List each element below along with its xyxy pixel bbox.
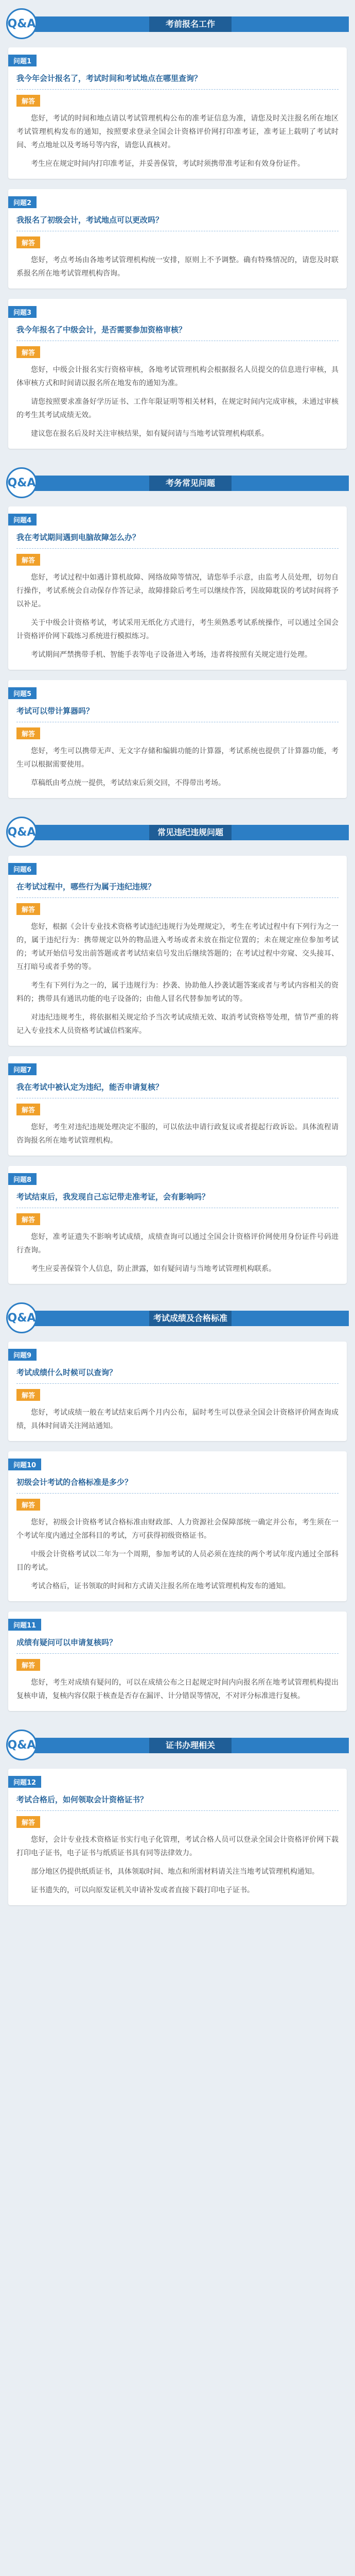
question-text: 成绩有疑问可以申请复核吗？ <box>16 1637 339 1654</box>
answer-paragraph: 考试期间严禁携带手机、智能手表等电子设备进入考场，违者将按照有关规定进行处理。 <box>31 651 312 659</box>
answer-paragraph: 证书遗失的，可以向原发证机关申请补发或者直接下载打印电子证书。 <box>31 1886 254 1894</box>
answer-body <box>16 920 339 1038</box>
answer-paragraph: 考生应在规定时间内打印准考证，并妥善保管，考试时须携带准考证和有效身份证件。 <box>31 160 305 168</box>
question-number: 问题2 <box>8 196 37 208</box>
answer-body <box>16 1121 339 1147</box>
faq-card <box>8 189 347 289</box>
answer-tag: 解答 <box>16 236 40 248</box>
question-number: 问题8 <box>8 1173 37 1185</box>
answer-body <box>16 363 339 440</box>
answer-paragraph: 对违纪违规考生，将依据相关规定给予当次考试成绩无效、取消考试资格等处理，情节严重的将记入专业技术人员资格考试诚信档案库。 <box>16 1013 339 1035</box>
answer-paragraph: 考生有下列行为之一的，属于违规行为：抄袭、协助他人抄袭试题答案或者与考试内容相关的资料的；携带具有通讯功能的电子设备的；由他人冒名代替参加考试的等。 <box>16 981 339 1003</box>
answer-paragraph: 您好，考试过程中如遇计算机故障、网络故障等情况，请您举手示意，由监考人员处理，切勿自行操作，考试系统会自动保存作答记录，故障排除后考生可以继续作答，因故障耽误的考试时间将予以补足。 <box>16 573 339 608</box>
answer-paragraph: 您好，考生可以携带无声、无文字存储和编辑功能的计算器，考试系统也提供了计算器功能，考生可以根据需要使用。 <box>16 747 339 769</box>
answer-paragraph: 您好，中级会计报名实行资格审核，各地考试管理机构会根据报名人员提交的信息进行审核，具体审核方式和时间请以报名所在地发布的通知为准。 <box>16 366 339 387</box>
qa-badge-icon: Q&A <box>6 8 37 39</box>
answer-body <box>16 1676 339 1703</box>
faq-card <box>8 47 347 179</box>
answer-tag: 解答 <box>16 346 40 358</box>
section-banner <box>32 1738 349 1753</box>
question-number: 问题9 <box>8 1349 37 1361</box>
section-header <box>6 5 349 42</box>
qa-badge-icon: Q&A <box>6 817 37 848</box>
question-text: 我今年报名了中级会计，是否需要参加资格审核？ <box>16 324 339 341</box>
answer-paragraph: 草稿纸由考点统一提供，考试结束后须交回，不得带出考场。 <box>31 779 225 787</box>
answer-paragraph: 您好，考生对成绩有疑问的，可以在成绩公布之日起规定时间内向报名所在地考试管理机构提出复核申请，复核内容仅限于核查是否存在漏评、计分错误等情况，不对评分标准进行复核。 <box>16 1679 339 1700</box>
section-header <box>6 464 349 501</box>
question-text: 我报名了初级会计，考试地点可以更改吗？ <box>16 214 339 231</box>
question-number: 问题6 <box>8 863 37 875</box>
answer-paragraph: 您好，考生对违纪违规处理决定不服的，可以依法申请行政复议或者提起行政诉讼。具体流程请咨询报名所在地考试管理机构。 <box>16 1123 339 1145</box>
qa-badge-icon: Q&A <box>6 1302 37 1333</box>
section-header <box>6 1299 349 1336</box>
answer-body <box>16 1230 339 1276</box>
faq-card <box>8 1166 347 1284</box>
section-title: 考试成绩及合格标准 <box>149 1311 232 1326</box>
faq-card <box>8 1056 347 1156</box>
faq-section <box>0 459 355 798</box>
question-number: 问题10 <box>8 1459 41 1470</box>
section-title: 考前报名工作 <box>149 16 232 32</box>
answer-tag: 解答 <box>16 1213 40 1225</box>
answer-paragraph: 您好，考点考场由各地考试管理机构统一安排，原则上不予调整。确有特殊情况的，请您及时联系报名所在地考试管理机构咨询。 <box>16 256 339 278</box>
qa-badge-icon: Q&A <box>6 467 37 498</box>
answer-body <box>16 253 339 280</box>
section-title: 考务常见问题 <box>149 476 232 491</box>
faq-card <box>8 299 347 449</box>
answer-paragraph: 中级会计资格考试以二年为一个周期，参加考试的人员必须在连续的两个考试年度内通过全部科目的考试。 <box>16 1550 339 1572</box>
faq-card <box>8 1612 347 1711</box>
question-number: 问题11 <box>8 1619 41 1631</box>
question-number: 问题12 <box>8 1776 41 1788</box>
answer-paragraph: 考试合格后，证书领取的时间和方式请关注报名所在地考试管理机构发布的通知。 <box>31 1582 290 1590</box>
question-text: 考试结束后，我发现自己忘记带走准考证，会有影响吗？ <box>16 1191 339 1208</box>
section-banner <box>32 16 349 32</box>
faq-card <box>8 506 347 670</box>
question-text: 考试成绩什么时候可以查询？ <box>16 1367 339 1384</box>
question-text: 在考试过程中，哪些行为属于违纪违规？ <box>16 881 339 898</box>
answer-paragraph: 您好，考试的时间和地点请以考试管理机构公布的准考证信息为准，请您及时关注报名所在地区考试管理机构发布的通知，按照要求登录全国会计资格评价网打印准考证，准考证上载明了考试时间、考点地址以及考场号等内容，请您认真核对。 <box>16 114 339 149</box>
section-banner <box>32 476 349 491</box>
faq-section <box>0 1721 355 1905</box>
answer-tag: 解答 <box>16 903 40 915</box>
answer-paragraph: 考生应妥善保管个人信息，防止泄露，如有疑问请与当地考试管理机构联系。 <box>31 1265 276 1273</box>
question-text: 我在考试中被认定为违纪，能否申请复核？ <box>16 1081 339 1098</box>
faq-section <box>0 808 355 1284</box>
faq-section <box>0 0 355 449</box>
answer-body <box>16 1833 339 1897</box>
answer-tag: 解答 <box>16 1389 40 1401</box>
qa-badge-icon: Q&A <box>6 1730 37 1760</box>
section-title: 证书办理相关 <box>149 1738 232 1753</box>
answer-tag: 解答 <box>16 554 40 566</box>
answer-paragraph: 您好，初级会计资格考试合格标准由财政部、人力资源社会保障部统一确定并公布，考生须在一个考试年度内通过全部科目的考试，方可获得初级资格证书。 <box>16 1518 339 1540</box>
faq-card <box>8 680 347 798</box>
answer-body <box>16 112 339 171</box>
answer-paragraph: 您好，考试成绩一般在考试结束后两个月内公布，届时考生可以登录全国会计资格评价网查询成绩，具体时间请关注网站通知。 <box>16 1409 339 1430</box>
section-header <box>6 814 349 851</box>
question-number: 问题3 <box>8 306 37 318</box>
faq-section <box>0 1294 355 1711</box>
answer-tag: 解答 <box>16 1104 40 1115</box>
answer-tag: 解答 <box>16 1816 40 1828</box>
question-text: 考试可以带计算器吗？ <box>16 705 339 722</box>
section-banner <box>32 1311 349 1326</box>
answer-paragraph: 建议您在报名后及时关注审核结果，如有疑问请与当地考试管理机构联系。 <box>31 430 269 438</box>
answer-tag: 解答 <box>16 95 40 107</box>
section-banner <box>32 825 349 840</box>
answer-tag: 解答 <box>16 1499 40 1511</box>
question-number: 问题1 <box>8 55 37 66</box>
answer-tag: 解答 <box>16 727 40 739</box>
answer-paragraph: 您好，根据《会计专业技术资格考试违纪违规行为处理规定》，考生在考试过程中有下列行为之一的，属于违纪行为：携带规定以外的物品进入考场或者未放在指定位置的；未在规定座位参加考试的；考试开始信号发出前答题或者考试结束信号发出后继续答题的；在考试过程中旁窥、交头接耳、互打暗号或者手势的等。 <box>16 923 339 971</box>
section-header <box>6 1726 349 1764</box>
answer-paragraph: 您好，会计专业技术资格证书实行电子化管理，考试合格人员可以登录全国会计资格评价网下载打印电子证书，电子证书与纸质证书具有同等法律效力。 <box>16 1836 339 1857</box>
faq-card <box>8 856 347 1046</box>
answer-paragraph: 请您按照要求准备好学历证书、工作年限证明等相关材料，在规定时间内完成审核，未通过审核的考生其考试成绩无效。 <box>16 398 339 419</box>
question-text: 考试合格后，如何领取会计资格证书？ <box>16 1794 339 1811</box>
answer-paragraph: 您好，准考证遗失不影响考试成绩，成绩查询可以通过全国会计资格评价网使用身份证件号码进行查询。 <box>16 1233 339 1255</box>
faq-card <box>8 1769 347 1905</box>
answer-body <box>16 744 339 790</box>
faq-card <box>8 1451 347 1601</box>
faq-card <box>8 1342 347 1441</box>
section-title: 常见违纪违规问题 <box>149 825 232 840</box>
answer-tag: 解答 <box>16 1659 40 1671</box>
answer-body <box>16 1406 339 1433</box>
answer-paragraph: 关于中级会计资格考试，考试采用无纸化方式进行，考生须熟悉考试系统操作，可以通过全国会计资格评价网下载练习系统进行模拟练习。 <box>16 619 339 640</box>
answer-body <box>16 571 339 662</box>
question-number: 问题7 <box>8 1063 37 1075</box>
question-text: 初级会计考试的合格标准是多少？ <box>16 1477 339 1494</box>
question-text: 我在考试期间遇到电脑故障怎么办？ <box>16 532 339 549</box>
question-number: 问题4 <box>8 514 37 526</box>
answer-paragraph: 部分地区仍提供纸质证书，具体领取时间、地点和所需材料请关注当地考试管理机构通知。 <box>31 1868 319 1876</box>
question-number: 问题5 <box>8 687 37 699</box>
question-text: 我今年会计报名了，考试时间和考试地点在哪里查询？ <box>16 73 339 90</box>
answer-body <box>16 1516 339 1593</box>
